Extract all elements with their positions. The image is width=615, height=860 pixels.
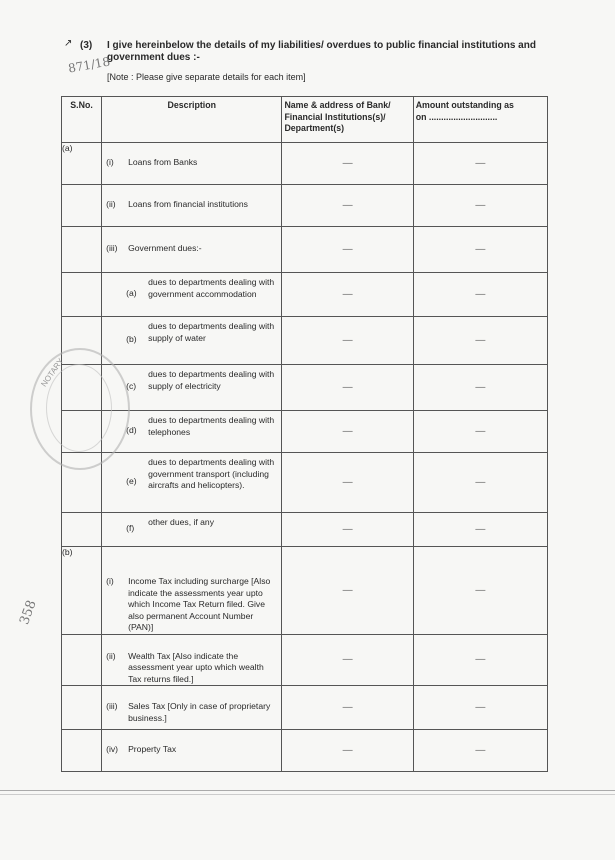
column-header-name-address: Name & address of Bank/ Financial Institutions(s)/ Department(s) — [282, 97, 413, 143]
table-row — [62, 547, 548, 635]
notary-stamp-inner — [46, 364, 112, 452]
name-address-cell: — — [282, 547, 413, 635]
amount-cell: — — [413, 365, 547, 411]
amount-cell: — — [413, 634, 547, 686]
table-row — [62, 730, 548, 772]
name-address-cell: — — [282, 143, 413, 185]
handwritten-annotation: 871/18 — [67, 54, 112, 76]
roman-numeral: (i) — [106, 576, 114, 586]
item-number: (3) — [80, 40, 93, 51]
description-text: Property Tax — [128, 744, 177, 754]
serial-number-cell — [62, 686, 102, 730]
amount-cell: — — [413, 273, 547, 317]
roman-numeral — [102, 513, 124, 535]
description-text: Loans from financial institutions — [128, 199, 248, 209]
roman-numeral — [102, 273, 124, 300]
roman-numeral — [102, 317, 124, 346]
roman-numeral: (iii) — [106, 701, 118, 711]
roman-numeral: (ii) — [106, 199, 116, 209]
amount-cell: — — [413, 143, 547, 185]
serial-number-cell: (b) — [62, 547, 102, 635]
serial-number-cell — [62, 227, 102, 273]
sub-item-letter: (f) — [126, 523, 135, 533]
table-row — [62, 227, 548, 273]
name-address-cell: — — [282, 634, 413, 686]
description-cell — [102, 730, 282, 772]
table-row — [62, 513, 548, 547]
name-address-cell: — — [282, 185, 413, 227]
column-header-description: Description — [102, 97, 282, 143]
handwritten-number: 358 — [17, 598, 40, 627]
description-cell — [102, 453, 282, 513]
description-cell — [102, 317, 282, 365]
description-cell — [102, 185, 282, 227]
table-row — [62, 317, 548, 365]
name-address-cell: — — [282, 513, 413, 547]
table-row — [62, 185, 548, 227]
column-header-sno: S.No. — [62, 97, 102, 143]
table-row — [62, 143, 548, 185]
name-address-cell: — — [282, 411, 413, 453]
roman-numeral: (i) — [106, 157, 114, 167]
page-edge-line — [0, 790, 615, 791]
name-address-cell: — — [282, 273, 413, 317]
amount-cell: — — [413, 317, 547, 365]
description-cell — [102, 686, 282, 730]
name-address-cell: — — [282, 730, 413, 772]
description-text: dues to departments dealing with supply of water — [148, 321, 275, 343]
amount-cell: — — [413, 686, 547, 730]
amount-cell: — — [413, 547, 547, 635]
name-address-cell: — — [282, 686, 413, 730]
description-cell — [102, 547, 282, 635]
description-text: dues to departments dealing with supply of electricity — [148, 369, 275, 391]
table-row — [62, 453, 548, 513]
description-cell — [102, 227, 282, 273]
hand-mark: ↗ — [64, 38, 73, 49]
description-cell — [102, 634, 282, 686]
name-address-cell: — — [282, 317, 413, 365]
description-cell — [102, 143, 282, 185]
description-cell — [102, 273, 282, 317]
stamp-text: NOTARY — [39, 356, 66, 389]
amount-cell: — — [413, 411, 547, 453]
serial-number-cell: (a) — [62, 143, 102, 185]
roman-numeral: (iii) — [106, 243, 118, 253]
table-row — [62, 365, 548, 411]
serial-number-cell — [62, 730, 102, 772]
serial-number-cell — [62, 513, 102, 547]
amount-cell: — — [413, 453, 547, 513]
table-row — [62, 411, 548, 453]
amount-cell: — — [413, 513, 547, 547]
description-cell — [102, 513, 282, 547]
amount-cell: — — [413, 185, 547, 227]
description-text: Government dues:- — [128, 243, 202, 253]
description-text: dues to departments dealing with government accommodation — [148, 277, 275, 299]
name-address-cell: — — [282, 453, 413, 513]
description-text: Loans from Banks — [128, 157, 198, 167]
description-text: Wealth Tax [Also indicate the assessment year upto which wealth Tax returns filed.] — [128, 650, 264, 684]
table-header-row — [62, 97, 548, 143]
sub-item-letter: (b) — [126, 334, 137, 344]
sub-item-letter: (e) — [126, 476, 137, 486]
serial-number-cell — [62, 634, 102, 686]
description-text: dues to departments dealing with telephones — [148, 415, 275, 437]
description-text: dues to departments dealing with government transport (including aircrafts and helicopters). — [148, 457, 275, 490]
page-edge-line — [0, 794, 615, 795]
serial-number-cell — [62, 185, 102, 227]
amount-cell: — — [413, 227, 547, 273]
sub-item-letter: (c) — [126, 381, 137, 391]
table-row — [62, 634, 548, 686]
table-row — [62, 273, 548, 317]
roman-numeral: (ii) — [106, 650, 116, 661]
description-text: other dues, if any — [148, 517, 215, 527]
description-text: Sales Tax [Only in case of proprietary business.] — [128, 701, 271, 723]
sub-item-letter: (a) — [126, 288, 137, 298]
serial-number-cell — [62, 273, 102, 317]
table-row — [62, 686, 548, 730]
sub-item-letter: (d) — [126, 425, 137, 435]
column-header-amount: Amount outstanding as on ............................ — [413, 97, 547, 143]
amount-cell: — — [413, 730, 547, 772]
note-text: [Note : Please give separate details for each item] — [107, 72, 306, 82]
roman-numeral: (iv) — [106, 744, 119, 754]
description-text: Income Tax including surcharge [Also indicate the assessments year upto which Income Tax Return filed. Give also permanent Account Number (PAN)] — [128, 576, 271, 632]
section-heading: I give hereinbelow the details of my liabilities/ overdues to public financial institutions and government dues :- — [107, 40, 536, 63]
name-address-cell: — — [282, 227, 413, 273]
name-address-cell: — — [282, 365, 413, 411]
liabilities-table — [61, 96, 548, 772]
